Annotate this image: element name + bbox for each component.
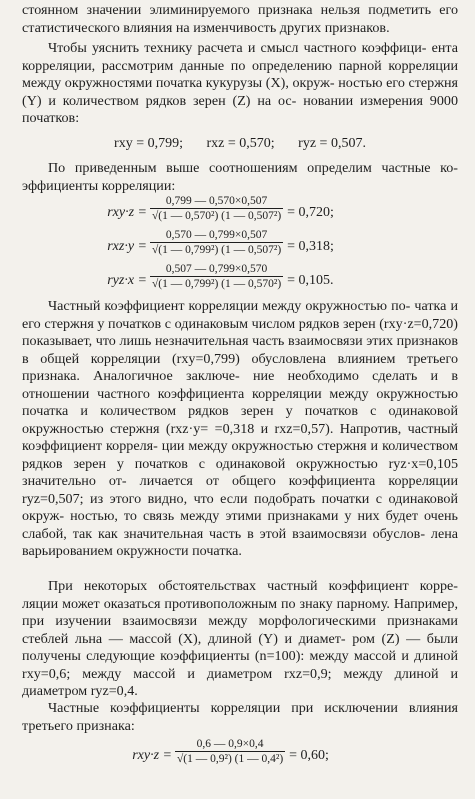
coefficient-ryz: ryz = 0,507.: [298, 136, 366, 151]
formula-rxz-y: rxz·y = 0,570 — 0,799×0,507 √(1 — 0,799²) (1 — 0,507²) = 0,318;: [107, 229, 334, 256]
formula-rxy-z: rxy·z = 0,799 — 0,570×0,507 √(1 — 0,570²) (1 — 0,507²) = 0,720;: [107, 195, 334, 222]
formula-ryz-x: ryz·x = 0,507 — 0,799×0,570 √(1 — 0,799²) (1 — 0,570²) = 0,105.: [107, 263, 334, 290]
paragraph-formulas-intro: По приведенным выше соотношениям определим частные ко- эффициенты корреляции:: [22, 160, 458, 194]
paragraph-technique: Чтобы уяснить технику расчета и смысл частного коэффици- ента корреляции, рассмотрим данные по определению парной корреляции между окружностями початка кукурузы (X), окруж- ностью его стержня (Y) и количеством рядков зерен (Z) на ос- новании измерения 9000 початков:: [22, 40, 458, 126]
coefficient-rxy: rxy = 0,799;: [114, 136, 183, 151]
paragraph-intro-continued: стоянном значении элиминируемого признака нельзя подметить его статистического влияния на изменчивость других признаков.: [22, 2, 458, 36]
pair-coefficients-row: [22, 136, 458, 152]
paragraph-partial-coefficients: Частные коэффициенты корреляции при исключении влияния третьего признака:: [22, 700, 458, 734]
coefficient-rxz: rxz = 0,570;: [206, 136, 275, 151]
paragraph-flax-example: При некоторых обстоятельствах частный коэффициент корре- ляции может оказаться противоположным по знаку парному. Например, при изучении взаимосвязи между морфологическими признаками стеблей льна — массой (X), длиной (Y) и диамет- ром (Z) — были получены следующие коэффициенты (n=100): между массой и длиной rxy=0,6; между массой и диаметром rxz=0,9; между длиной и диаметром ryz=0,4.: [22, 578, 459, 699]
formula-flax-rxy-z: rxy·z = 0,6 — 0,9×0,4 √(1 — 0,9²) (1 — 0,4²) = 0,60;: [132, 738, 329, 765]
paragraph-interpretation: Частный коэффициент корреляции между окружностью по- чатка и его стержня у початков с одинаковым числом рядков зерен (rxy·z=0,720) показывает, что лишь незначительная часть взаимосвязи этих признаков в общей корреляции (rxy=0,799) обусловлена влиянием третьего признака. Аналогичное заключе- ние необходимо сделать и в отношении частного коэффициента корреляции между окружностью початка и количеством рядков зерен у початков с одинаковой окружностью стержня (rxz·y= =0,318 и rxz=0,57). Напротив, частный коэффициент корреля- ции между окружностью стержня и количеством рядков зерен у початков с одинаковой окружностью ryz·x=0,105 значительно от- личается от общего коэффициента корреляции ryz=0,507; из этого видно, что если подобрать початки с одинаковой окруж- ностью, то связь между этими признаками у них будет очень слабой, так как значительная часть в этой взаимосвязи обуслов- лена варьированием окружности початка.: [22, 298, 459, 559]
